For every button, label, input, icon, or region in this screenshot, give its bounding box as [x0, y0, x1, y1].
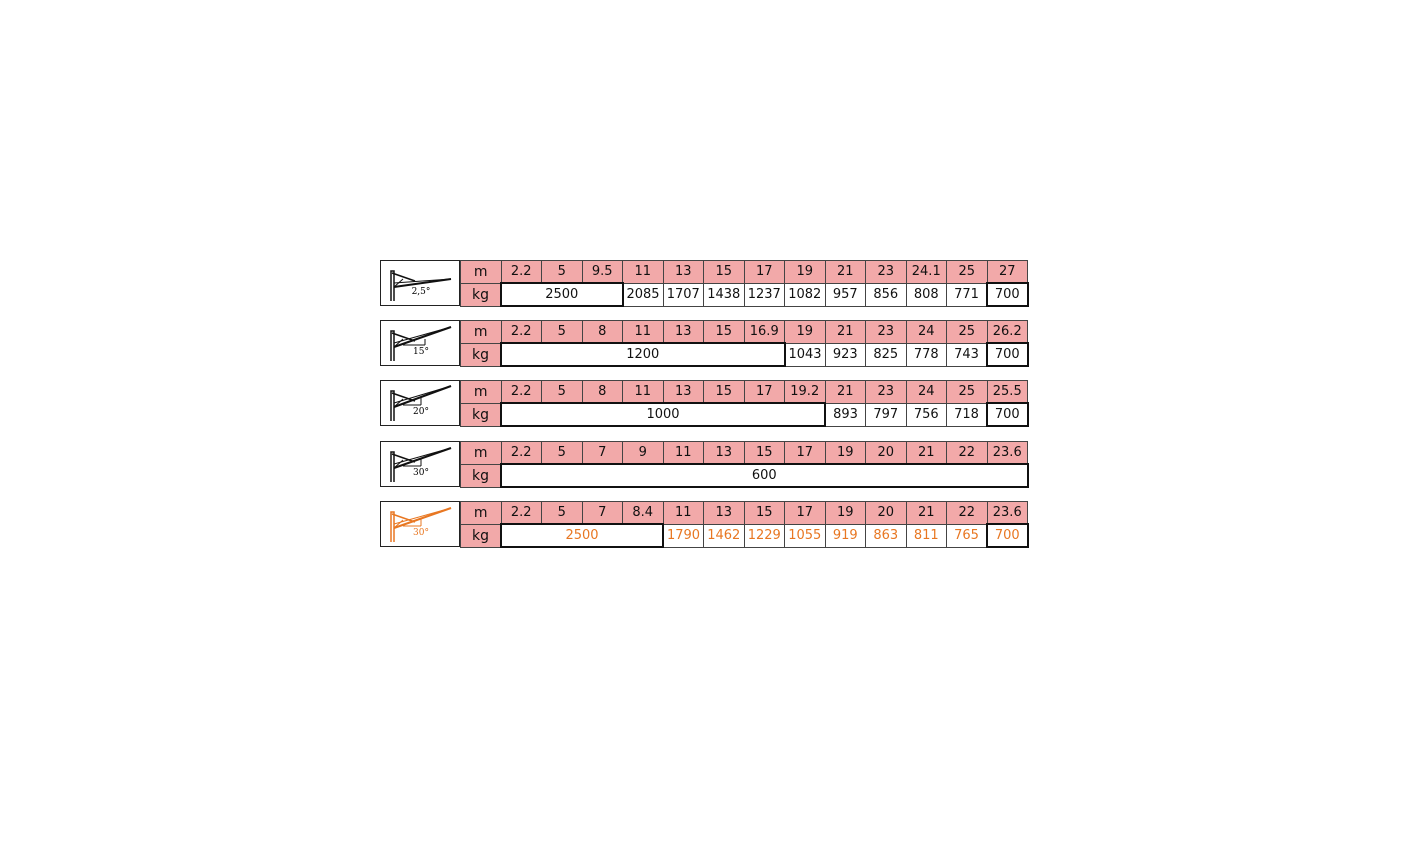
load-chart-5 — [380, 501, 1029, 549]
load-cell: 825 — [866, 343, 907, 366]
radius-cell: 8.4 — [623, 502, 664, 525]
crane-jib-icon — [380, 320, 460, 366]
radius-cell: 17 — [744, 381, 785, 404]
load-cell: 1438 — [704, 283, 745, 306]
radius-cell: 11 — [663, 502, 704, 525]
radius-cell: 24 — [906, 321, 947, 344]
load-cell: 700 — [987, 283, 1028, 306]
radius-cell: 16.9 — [744, 321, 785, 344]
radius-cell: 19 — [785, 261, 826, 284]
load-table — [460, 441, 1029, 488]
load-chart-2 — [380, 320, 1029, 368]
radius-cell: 8 — [582, 321, 623, 344]
radius-cell: 15 — [704, 261, 745, 284]
load-cell: 2500 — [501, 524, 663, 547]
radius-cell: 19.2 — [785, 381, 826, 404]
radius-cell: 15 — [704, 321, 745, 344]
radius-cell: 24.1 — [906, 261, 947, 284]
load-cell: 1200 — [501, 343, 785, 366]
unit-m-label: m — [461, 381, 502, 404]
load-chart-3 — [380, 380, 1029, 428]
unit-m-label: m — [461, 502, 502, 525]
radius-cell: 15 — [704, 381, 745, 404]
radius-row — [461, 381, 1028, 404]
load-cell: 919 — [825, 524, 866, 547]
radius-cell: 21 — [906, 442, 947, 465]
load-cell: 1462 — [704, 524, 745, 547]
radius-cell: 26.2 — [987, 321, 1028, 344]
unit-kg-label: kg — [461, 403, 502, 426]
radius-cell: 19 — [825, 442, 866, 465]
radius-cell: 21 — [825, 321, 866, 344]
load-chart-4 — [380, 441, 1029, 489]
radius-cell: 23 — [866, 381, 907, 404]
angle-label: 30° — [413, 528, 429, 538]
radius-cell: 21 — [906, 502, 947, 525]
radius-cell: 19 — [785, 321, 826, 344]
radius-cell: 19 — [825, 502, 866, 525]
unit-kg-label: kg — [461, 464, 502, 487]
load-cell: 771 — [947, 283, 988, 306]
radius-cell: 13 — [663, 321, 704, 344]
radius-cell: 9.5 — [582, 261, 623, 284]
load-cell: 797 — [866, 403, 907, 426]
load-cell: 2500 — [501, 283, 623, 306]
load-cell: 808 — [906, 283, 947, 306]
load-row — [461, 283, 1028, 306]
radius-cell: 21 — [825, 381, 866, 404]
radius-cell: 25 — [947, 321, 988, 344]
radius-cell: 24 — [906, 381, 947, 404]
radius-cell: 13 — [704, 502, 745, 525]
radius-cell: 2.2 — [501, 321, 542, 344]
radius-cell: 15 — [744, 442, 785, 465]
radius-cell: 17 — [744, 261, 785, 284]
load-cell: 923 — [825, 343, 866, 366]
radius-cell: 2.2 — [501, 261, 542, 284]
radius-cell: 5 — [542, 321, 583, 344]
radius-cell: 2.2 — [501, 502, 542, 525]
unit-kg-label: kg — [461, 343, 502, 366]
load-table — [460, 320, 1029, 367]
load-cell: 700 — [987, 403, 1028, 426]
angle-label: 15° — [413, 347, 429, 357]
load-row — [461, 464, 1028, 487]
angle-label: 30° — [413, 468, 429, 478]
angle-label: 20° — [413, 407, 429, 417]
load-chart-1 — [380, 260, 1029, 308]
crane-jib-icon — [380, 380, 460, 426]
load-table — [460, 380, 1029, 427]
load-cell: 2085 — [623, 283, 664, 306]
load-cell: 743 — [947, 343, 988, 366]
load-cell: 600 — [501, 464, 1028, 487]
load-cell: 700 — [987, 524, 1028, 547]
radius-cell: 25.5 — [987, 381, 1028, 404]
unit-m-label: m — [461, 321, 502, 344]
radius-cell: 7 — [582, 442, 623, 465]
load-cell: 1229 — [744, 524, 785, 547]
load-cell: 778 — [906, 343, 947, 366]
radius-cell: 9 — [623, 442, 664, 465]
radius-cell: 2.2 — [501, 381, 542, 404]
radius-cell: 20 — [866, 442, 907, 465]
radius-cell: 23.6 — [987, 502, 1028, 525]
radius-cell: 17 — [785, 502, 826, 525]
radius-cell: 13 — [704, 442, 745, 465]
crane-jib-icon — [380, 501, 460, 547]
load-cell: 893 — [825, 403, 866, 426]
load-cell: 1000 — [501, 403, 825, 426]
load-row — [461, 403, 1028, 426]
load-cell: 1055 — [785, 524, 826, 547]
radius-cell: 8 — [582, 381, 623, 404]
radius-cell: 20 — [866, 502, 907, 525]
load-cell: 700 — [987, 343, 1028, 366]
radius-row — [461, 502, 1028, 525]
radius-cell: 15 — [744, 502, 785, 525]
radius-row — [461, 261, 1028, 284]
unit-kg-label: kg — [461, 524, 502, 547]
crane-jib-icon — [380, 260, 460, 306]
load-cell: 718 — [947, 403, 988, 426]
load-cell: 1790 — [663, 524, 704, 547]
load-cell: 756 — [906, 403, 947, 426]
radius-cell: 23 — [866, 321, 907, 344]
radius-cell: 5 — [542, 502, 583, 525]
load-cell: 1237 — [744, 283, 785, 306]
radius-cell: 2.2 — [501, 442, 542, 465]
radius-cell: 13 — [663, 261, 704, 284]
angle-label: 2,5° — [411, 287, 431, 297]
radius-cell: 21 — [825, 261, 866, 284]
radius-cell: 11 — [623, 381, 664, 404]
load-cell: 1707 — [663, 283, 704, 306]
radius-cell: 11 — [623, 321, 664, 344]
unit-m-label: m — [461, 442, 502, 465]
load-table — [460, 501, 1029, 548]
radius-cell: 25 — [947, 261, 988, 284]
load-cell: 1043 — [785, 343, 826, 366]
radius-cell: 11 — [663, 442, 704, 465]
radius-cell: 23 — [866, 261, 907, 284]
crane-jib-icon — [380, 441, 460, 487]
load-row — [461, 524, 1028, 547]
radius-cell: 5 — [542, 261, 583, 284]
load-cell: 765 — [947, 524, 988, 547]
radius-cell: 22 — [947, 442, 988, 465]
radius-row — [461, 321, 1028, 344]
load-row — [461, 343, 1028, 366]
load-table — [460, 260, 1029, 307]
radius-row — [461, 442, 1028, 465]
radius-cell: 7 — [582, 502, 623, 525]
radius-cell: 25 — [947, 381, 988, 404]
radius-cell: 22 — [947, 502, 988, 525]
radius-cell: 5 — [542, 442, 583, 465]
unit-m-label: m — [461, 261, 502, 284]
radius-cell: 13 — [663, 381, 704, 404]
unit-kg-label: kg — [461, 283, 502, 306]
radius-cell: 11 — [623, 261, 664, 284]
radius-cell: 17 — [785, 442, 826, 465]
load-cell: 957 — [825, 283, 866, 306]
radius-cell: 23.6 — [987, 442, 1028, 465]
load-cell: 811 — [906, 524, 947, 547]
load-cell: 856 — [866, 283, 907, 306]
load-cell: 1082 — [785, 283, 826, 306]
radius-cell: 5 — [542, 381, 583, 404]
load-cell: 863 — [866, 524, 907, 547]
radius-cell: 27 — [987, 261, 1028, 284]
